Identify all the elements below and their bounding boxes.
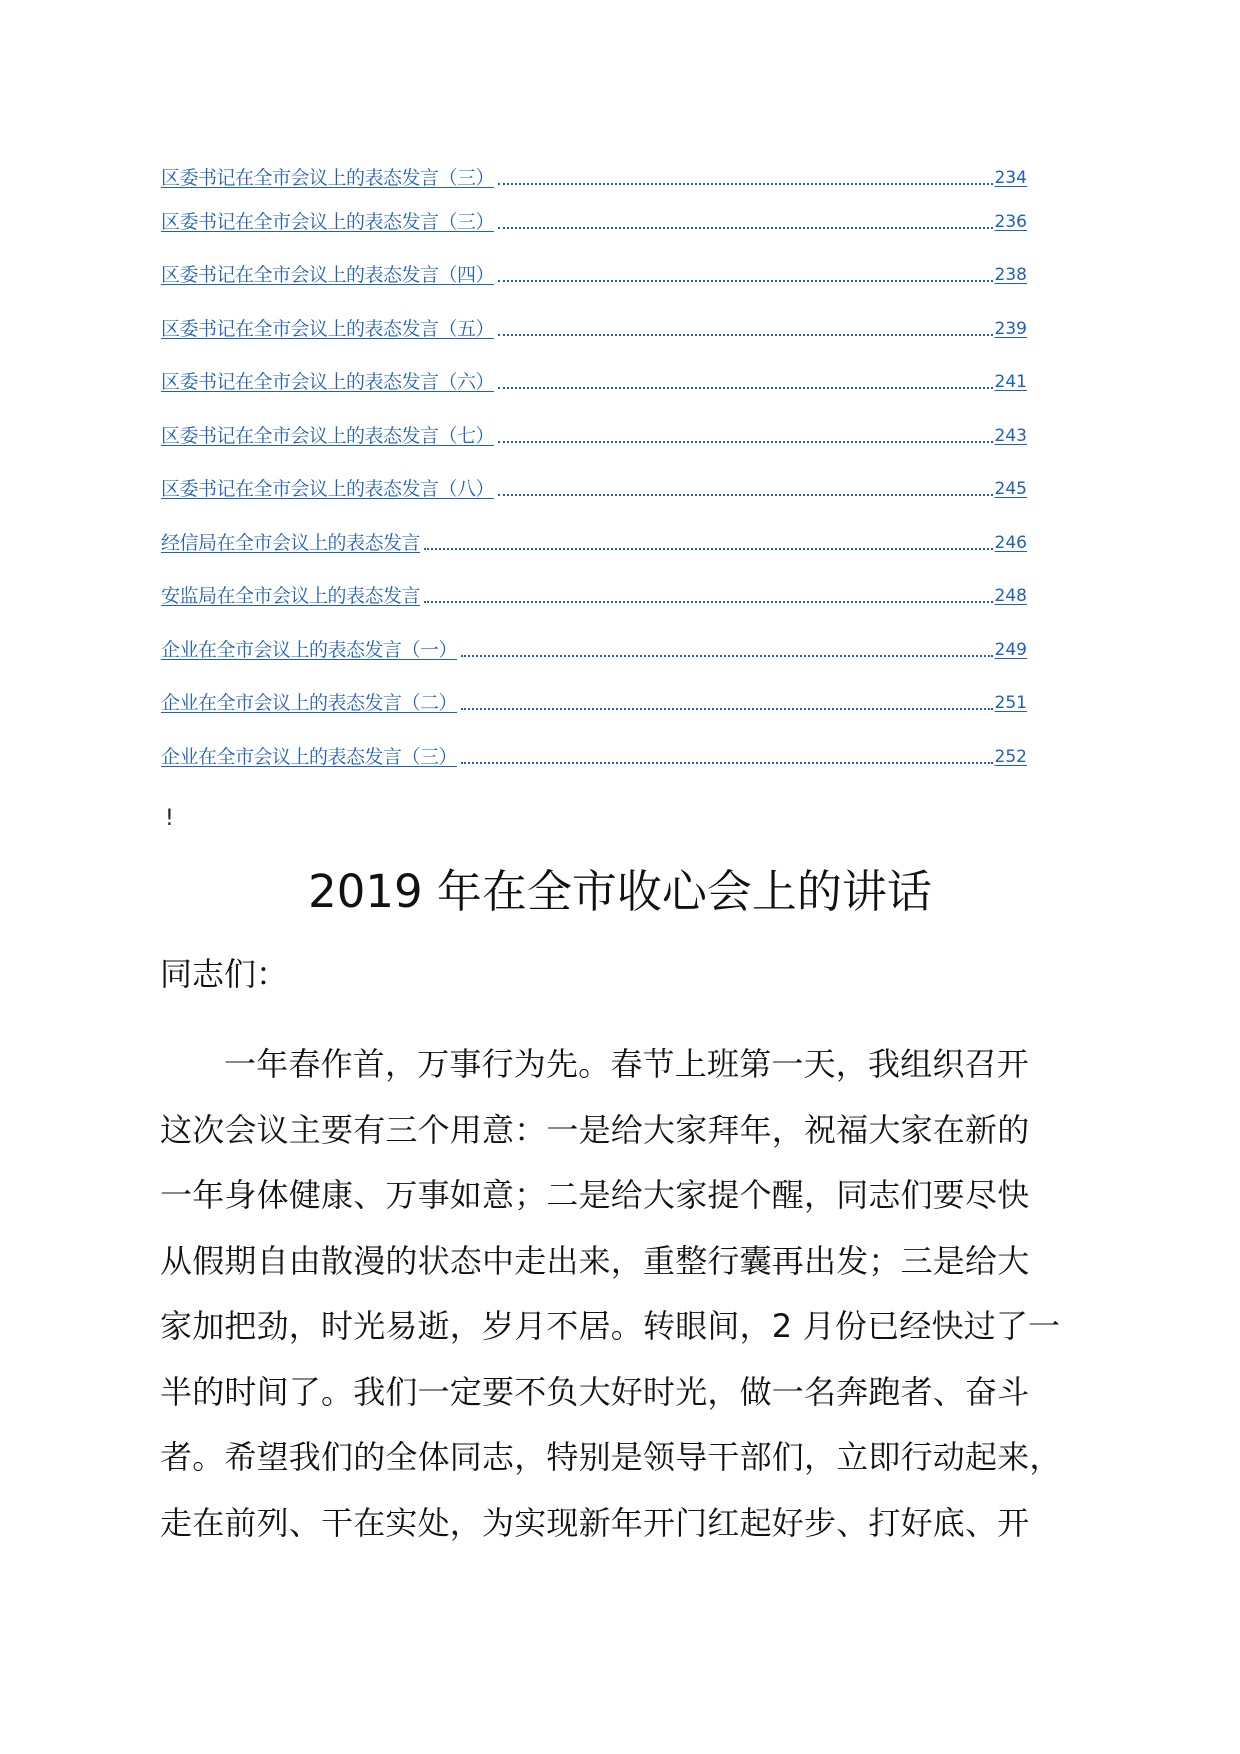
body-text-line: 半的时间了。我们一定要不负大好时光，做一名奔跑者、奋斗	[160, 1372, 1030, 1411]
toc-entry[interactable]	[161, 725, 1027, 779]
toc-entry-page-number: 248	[994, 586, 1027, 606]
body-text-line: 走在前列、干在实处，为实现新年开门红起好步、打好底、开	[160, 1503, 1030, 1542]
toc-entry-page-number: 239	[994, 318, 1027, 339]
toc-entry-title: 经信局在全市会议上的表态发言	[161, 531, 421, 554]
speech-body	[160, 1032, 1130, 1556]
toc-entry[interactable]	[161, 458, 1027, 512]
toc-dot-leader	[424, 542, 993, 550]
toc-entry[interactable]	[161, 618, 1027, 672]
toc-entry[interactable]	[161, 244, 1027, 298]
body-text-line: 一年春作首，万事行为先。春节上班第一天，我组织召开	[224, 1045, 1030, 1083]
toc-entry[interactable]	[161, 565, 1027, 619]
body-text-line: 一年身体健康、万事如意；二是给大家提个醒，同志们要尽快	[160, 1176, 1030, 1214]
body-text-line: 家加把劲，时光易逝，岁月不居。转眼间，2 月份已经快过了一	[160, 1307, 1061, 1345]
toc-entry[interactable]	[161, 511, 1027, 565]
toc-entry-title: 区委书记在全市会议上的表态发言（四）	[161, 264, 495, 286]
toc-entry-page-number: 251	[994, 693, 1027, 713]
toc-entry-page-number: 236	[994, 211, 1027, 232]
toc-entry-title: 区委书记在全市会议上的表态发言（三）	[161, 210, 495, 233]
toc-dot-leader	[461, 702, 993, 710]
toc-entry-page-number: 245	[994, 479, 1027, 499]
toc-dot-leader	[498, 177, 993, 185]
toc-entry-page-number: 241	[994, 372, 1027, 392]
toc-entry-page-number: 238	[994, 265, 1027, 285]
toc-dot-leader	[498, 488, 993, 496]
toc-dot-leader	[498, 381, 993, 389]
toc-dot-leader	[498, 274, 993, 282]
toc-dot-leader	[461, 649, 993, 657]
toc-entry-title: 企业在全市会议上的表态发言（一）	[161, 638, 458, 661]
toc-entry-title: 区委书记在全市会议上的表态发言（七）	[161, 424, 495, 447]
body-text-line: 这次会议主要有三个用意：一是给大家拜年，祝福大家在新的	[160, 1110, 1030, 1149]
toc-entry[interactable]	[161, 404, 1027, 458]
greeting: 同志们：	[160, 955, 289, 993]
toc-entry[interactable]	[161, 672, 1027, 726]
toc-entry-page-number: 249	[994, 639, 1027, 660]
toc-dot-leader	[424, 595, 993, 603]
toc-entry-title: 区委书记在全市会议上的表态发言（六）	[161, 371, 495, 393]
stray-mark: !	[165, 806, 174, 831]
toc-entry-page-number: 243	[994, 425, 1027, 446]
toc-entry-title: 企业在全市会议上的表态发言（二）	[161, 692, 458, 714]
toc-entry-page-number: 234	[994, 168, 1027, 188]
toc-dot-leader	[498, 435, 993, 443]
document-title: 2019 年在全市收心会上的讲话	[308, 865, 932, 918]
toc-entry-title: 安监局在全市会议上的表态发言	[161, 585, 421, 607]
toc-entry-page-number: 252	[994, 746, 1027, 767]
toc-entry-page-number: 246	[994, 532, 1027, 553]
table-of-contents	[161, 162, 1027, 779]
toc-dot-leader	[498, 328, 993, 336]
body-text-line: 者。希望我们的全体同志，特别是领导干部们，立即行动起来，	[160, 1438, 1062, 1476]
toc-dot-leader	[498, 221, 993, 229]
toc-entry[interactable]	[161, 162, 1027, 190]
toc-entry-title: 区委书记在全市会议上的表态发言（八）	[161, 478, 495, 500]
body-text-line: 从假期自由散漫的状态中走出来，重整行囊再出发；三是给大	[160, 1241, 1030, 1280]
toc-entry[interactable]	[161, 190, 1027, 244]
toc-entry[interactable]	[161, 351, 1027, 405]
toc-entry-title: 企业在全市会议上的表态发言（三）	[161, 745, 458, 768]
toc-entry-title: 区委书记在全市会议上的表态发言（五）	[161, 317, 495, 340]
toc-dot-leader	[461, 756, 993, 764]
toc-entry-title: 区委书记在全市会议上的表态发言（三）	[161, 167, 495, 189]
toc-entry[interactable]	[161, 297, 1027, 351]
